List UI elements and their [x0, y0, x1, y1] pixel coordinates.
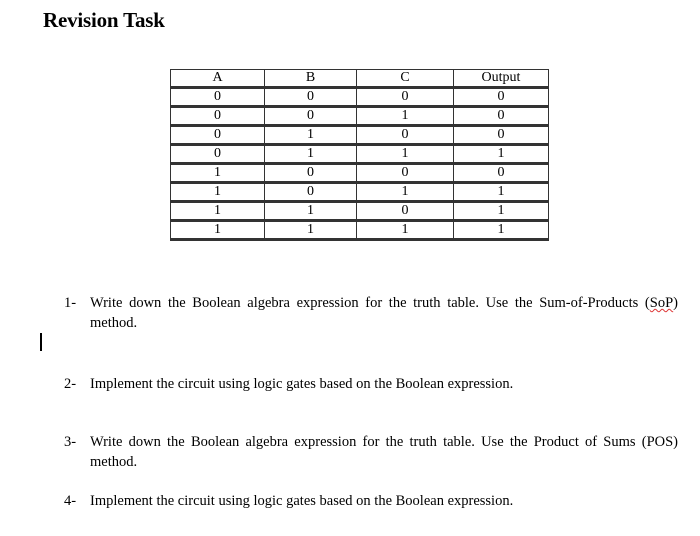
header-output: Output [454, 70, 549, 88]
task-text [90, 293, 678, 333]
task-item-3 [64, 432, 678, 472]
cell-output: 0 [454, 164, 549, 183]
cell-a: 0 [171, 126, 265, 145]
cell-a: 1 [171, 183, 265, 202]
cell-a: 1 [171, 202, 265, 221]
cell-b: 0 [265, 183, 357, 202]
spellcheck-flagged-word: SoP [649, 295, 674, 311]
cell-output: 1 [454, 183, 549, 202]
task-item-4 [64, 491, 678, 511]
truth-table [170, 69, 549, 241]
table-row [171, 183, 549, 202]
task-item-2 [64, 374, 678, 394]
cell-output: 0 [454, 126, 549, 145]
task-text: Write down the Boolean algebra expression for the truth table. Use the Product of Sums (POS) method. [90, 434, 678, 470]
task-text-part: Write down the Boolean algebra expression for the truth table. Use the Sum-of-Products ( [90, 295, 650, 311]
cell-output: 1 [454, 145, 549, 164]
cell-c: 1 [357, 107, 454, 126]
task-text-part: ) method. [90, 295, 678, 331]
cell-c: 1 [357, 221, 454, 240]
table-row [171, 202, 549, 221]
table-row [171, 145, 549, 164]
task-item-1 [64, 293, 678, 333]
header-b: B [265, 70, 357, 88]
table-row [171, 221, 549, 240]
cell-output: 1 [454, 202, 549, 221]
task-number: 3- [64, 434, 77, 450]
task-number: 4- [64, 493, 77, 509]
cell-c: 1 [357, 183, 454, 202]
document-title: Revision Task [43, 8, 165, 32]
table-row [171, 88, 549, 107]
task-text: Implement the circuit using logic gates based on the Boolean expression. [90, 376, 514, 392]
cell-a: 1 [171, 221, 265, 240]
cell-b: 1 [265, 221, 357, 240]
header-a: A [171, 70, 265, 88]
table-row [171, 126, 549, 145]
cell-output: 0 [454, 88, 549, 107]
cell-b: 1 [265, 145, 357, 164]
cell-b: 1 [265, 126, 357, 145]
table-row [171, 164, 549, 183]
cell-b: 1 [265, 202, 357, 221]
cell-output: 0 [454, 107, 549, 126]
task-number: 2- [64, 376, 77, 392]
cell-b: 0 [265, 164, 357, 183]
cell-c: 0 [357, 126, 454, 145]
table-row [171, 107, 549, 126]
cell-b: 0 [265, 88, 357, 107]
cell-a: 0 [171, 107, 265, 126]
cell-c: 1 [357, 145, 454, 164]
text-cursor [40, 333, 42, 351]
task-text: Implement the circuit using logic gates based on the Boolean expression. [90, 493, 514, 509]
table-header-row [171, 70, 549, 88]
cell-c: 0 [357, 88, 454, 107]
cell-c: 0 [357, 164, 454, 183]
cell-a: 1 [171, 164, 265, 183]
header-c: C [357, 70, 454, 88]
cell-b: 0 [265, 107, 357, 126]
task-number: 1- [64, 295, 77, 311]
cell-output: 1 [454, 221, 549, 240]
cell-a: 0 [171, 145, 265, 164]
cell-a: 0 [171, 88, 265, 107]
cell-c: 0 [357, 202, 454, 221]
